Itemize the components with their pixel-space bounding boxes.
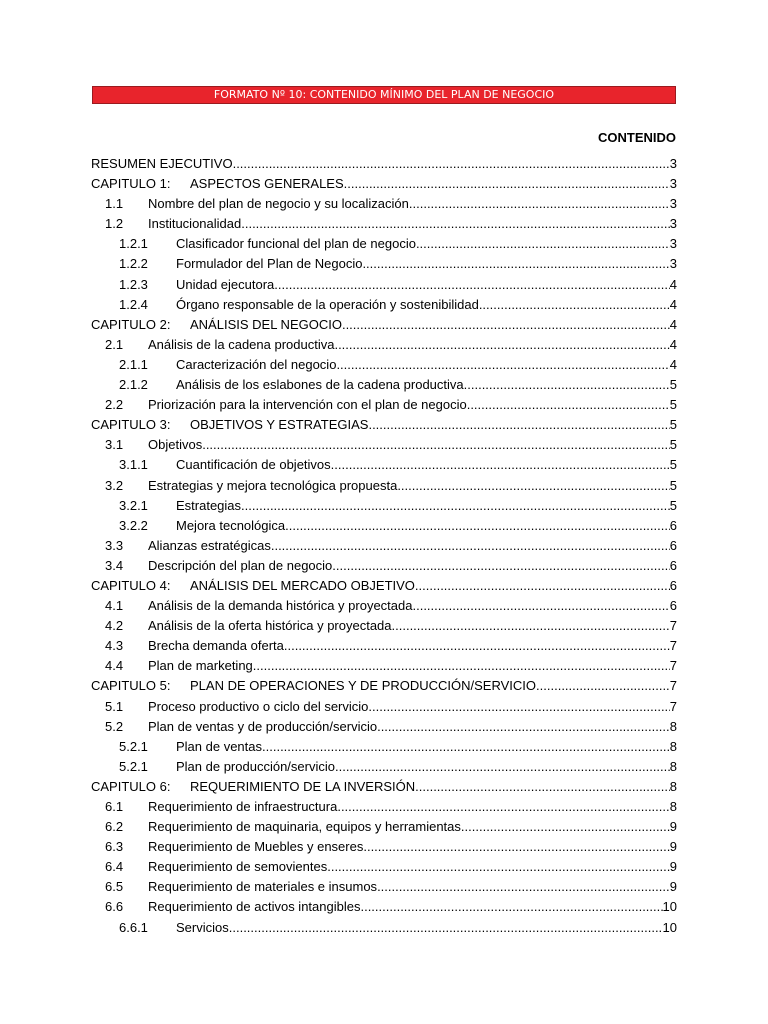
toc-entry-page: 4 xyxy=(669,316,677,332)
toc-entry-number: 6.1 xyxy=(105,799,124,814)
toc-entry[interactable] xyxy=(91,455,677,475)
toc-entry-title: Análisis de la oferta histórica y proyectada xyxy=(148,618,392,634)
toc-entry[interactable] xyxy=(91,616,677,636)
toc-entry-title: RESUMEN EJECUTIVO xyxy=(91,156,233,171)
toc-entry-title: Nombre del plan de negocio y su localización xyxy=(148,196,409,212)
toc-entry-title: Brecha demanda oferta xyxy=(148,638,284,654)
toc-entry-page: 6 xyxy=(669,577,677,593)
toc-entry-title: ANÁLISIS DEL NEGOCIO xyxy=(190,316,342,332)
toc-entry-page: 5 xyxy=(669,417,677,433)
toc-dot-leader xyxy=(479,295,670,315)
toc-entry-title: Estrategias xyxy=(176,497,242,513)
toc-entry-title: Mejora tecnológica xyxy=(176,517,286,533)
toc-entry-number: 2.2 xyxy=(105,397,124,413)
toc-entry-title: OBJETIVOS Y ESTRATEGIAS xyxy=(190,417,369,433)
toc-entry[interactable] xyxy=(91,395,677,415)
toc-dot-leader xyxy=(253,656,670,676)
toc-entry-page: 4 xyxy=(669,296,677,312)
toc-dot-leader xyxy=(416,234,670,254)
toc-entry-number: 3.2.2 xyxy=(119,517,148,533)
toc-entry-title: Requerimiento de semovientes xyxy=(148,859,328,875)
toc-entry-title: Plan de ventas xyxy=(176,738,263,754)
toc-dot-leader xyxy=(363,837,669,857)
toc-entry[interactable] xyxy=(91,757,677,777)
toc-entry-page: 10 xyxy=(662,899,677,915)
toc-entry[interactable] xyxy=(91,817,677,837)
toc-entry-number: CAPITULO 2: xyxy=(91,316,171,332)
toc-entry[interactable] xyxy=(91,918,677,938)
toc-entry-number: CAPITULO 5: xyxy=(91,678,171,694)
toc-entry-page: 7 xyxy=(669,698,677,714)
toc-entry-title: Caracterización del negocio xyxy=(176,356,337,372)
toc-entry-page: 6 xyxy=(669,537,677,553)
toc-entry[interactable] xyxy=(91,496,677,516)
table-of-contents xyxy=(91,154,677,938)
toc-entry-title: Análisis de la demanda histórica y proyectada xyxy=(148,598,413,614)
toc-entry-title: ASPECTOS GENERALES xyxy=(190,176,344,192)
toc-entry-title: Institucionalidad xyxy=(148,216,242,232)
toc-entry-page: 9 xyxy=(669,819,677,835)
toc-entry-number: 3.1 xyxy=(105,437,124,453)
toc-entry-page: 4 xyxy=(669,356,677,372)
toc-entry[interactable] xyxy=(91,476,677,496)
toc-entry-number: 3.4 xyxy=(105,557,124,573)
toc-entry[interactable] xyxy=(91,335,677,355)
toc-entry-page: 7 xyxy=(669,658,677,674)
toc-entry-number: 1.2.2 xyxy=(119,256,148,272)
toc-dot-leader xyxy=(335,757,670,777)
toc-dot-leader xyxy=(409,194,670,214)
toc-entry-number: 5.2 xyxy=(105,718,124,734)
toc-dot-leader xyxy=(285,516,670,536)
toc-entry[interactable] xyxy=(91,897,677,917)
toc-entry-title: Clasificador funcional del plan de negocio xyxy=(176,236,416,252)
toc-entry-number: 5.1 xyxy=(105,698,124,714)
toc-dot-leader xyxy=(233,154,670,174)
toc-entry[interactable] xyxy=(91,355,677,375)
toc-entry[interactable] xyxy=(91,536,677,556)
toc-entry[interactable] xyxy=(91,857,677,877)
toc-entry-title: Requerimiento de Muebles y enseres xyxy=(148,839,364,855)
toc-entry-title: Requerimiento de maquinaria, equipos y herramientas xyxy=(148,819,461,835)
toc-entry-page: 8 xyxy=(669,718,677,734)
toc-dot-leader xyxy=(337,797,669,817)
toc-entry[interactable] xyxy=(91,837,677,857)
toc-entry-number: 3.2 xyxy=(105,477,124,493)
toc-entry-page: 7 xyxy=(669,638,677,654)
toc-entry-page: 6 xyxy=(669,557,677,573)
toc-entry-page: 3 xyxy=(669,156,677,171)
toc-entry-number: 3.2.1 xyxy=(119,497,148,513)
toc-entry-title: Alianzas estratégicas xyxy=(148,537,271,553)
toc-entry-number: 4.3 xyxy=(105,638,124,654)
toc-entry[interactable] xyxy=(91,596,677,616)
toc-entry-page: 6 xyxy=(669,517,677,533)
toc-dot-leader xyxy=(334,335,669,355)
toc-entry-title: Análisis de los eslabones de la cadena productiva xyxy=(176,377,464,393)
toc-dot-leader xyxy=(342,315,670,335)
toc-dot-leader xyxy=(229,918,663,938)
toc-dot-leader xyxy=(368,415,669,435)
toc-entry-title: Requerimiento de activos intangibles xyxy=(148,899,361,915)
toc-entry[interactable] xyxy=(91,737,677,757)
toc-dot-leader xyxy=(344,174,670,194)
toc-entry-page: 5 xyxy=(669,437,677,453)
toc-entry-page: 8 xyxy=(669,778,677,794)
toc-entry-page: 8 xyxy=(669,758,677,774)
toc-entry[interactable] xyxy=(91,797,677,817)
toc-dot-leader xyxy=(360,897,662,917)
toc-entry[interactable] xyxy=(91,656,677,676)
toc-entry-number: 5.2.1 xyxy=(119,758,148,774)
toc-dot-leader xyxy=(262,737,670,757)
toc-entry-number: 6.6.1 xyxy=(119,919,148,935)
toc-entry-number: 6.3 xyxy=(105,839,124,855)
toc-dot-leader xyxy=(202,435,670,455)
toc-dot-leader xyxy=(362,254,669,274)
toc-entry-title: Descripción del plan de negocio xyxy=(148,557,333,573)
toc-entry-number: 2.1 xyxy=(105,336,124,352)
toc-entry-title: Priorización para la intervención con el plan de negocio xyxy=(148,397,467,413)
toc-dot-leader xyxy=(274,275,669,295)
toc-entry-page: 9 xyxy=(669,879,677,895)
toc-dot-leader xyxy=(464,375,670,395)
toc-entry-page: 9 xyxy=(669,839,677,855)
format-title-banner: FORMATO Nº 10: CONTENIDO MÍNIMO DEL PLAN DE NEGOCIO xyxy=(92,86,676,104)
toc-dot-leader xyxy=(377,877,670,897)
toc-entry[interactable] xyxy=(91,295,677,315)
toc-dot-leader xyxy=(412,596,669,616)
toc-entry-number: 4.1 xyxy=(105,598,124,614)
toc-entry-page: 9 xyxy=(669,859,677,875)
toc-entry-title: Plan de ventas y de producción/servicio xyxy=(148,718,378,734)
toc-entry-page: 10 xyxy=(662,919,677,935)
toc-entry[interactable] xyxy=(91,234,677,254)
toc-entry[interactable] xyxy=(91,275,677,295)
toc-entry-title: Plan de producción/servicio xyxy=(176,758,335,774)
toc-entry-page: 7 xyxy=(669,678,677,694)
toc-entry-page: 3 xyxy=(669,176,677,192)
toc-entry-page: 5 xyxy=(669,397,677,413)
toc-entry-page: 3 xyxy=(669,196,677,212)
toc-entry-title: Plan de marketing xyxy=(148,658,253,674)
toc-entry-title: Requerimiento de infraestructura xyxy=(148,799,338,814)
toc-entry[interactable] xyxy=(91,717,677,737)
toc-entry-number: CAPITULO 1: xyxy=(91,176,171,192)
toc-dot-leader xyxy=(461,817,670,837)
toc-entry-number: 6.6 xyxy=(105,899,124,915)
toc-entry-number: CAPITULO 3: xyxy=(91,417,171,433)
toc-entry[interactable] xyxy=(91,636,677,656)
toc-dot-leader xyxy=(241,214,670,234)
toc-entry-number: 1.2.4 xyxy=(119,296,148,312)
toc-entry[interactable] xyxy=(91,254,677,274)
toc-entry[interactable] xyxy=(91,516,677,536)
toc-entry-title: Estrategias y mejora tecnológica propuesta xyxy=(148,477,398,493)
toc-entry-page: 6 xyxy=(669,598,677,614)
toc-entry-page: 5 xyxy=(669,377,677,393)
toc-entry-page: 5 xyxy=(669,477,677,493)
toc-entry[interactable] xyxy=(91,676,677,696)
toc-entry-title: Servicios xyxy=(176,919,229,935)
toc-entry-page: 4 xyxy=(669,336,677,352)
toc-dot-leader xyxy=(336,355,669,375)
toc-entry[interactable] xyxy=(91,435,677,455)
toc-entry-number: 1.2.3 xyxy=(119,276,148,292)
toc-entry-number: 3.3 xyxy=(105,537,124,553)
toc-dot-leader xyxy=(331,455,670,475)
toc-dot-leader xyxy=(377,717,670,737)
toc-dot-leader xyxy=(327,857,670,877)
toc-entry[interactable] xyxy=(91,194,677,214)
toc-entry-title: Proceso productivo o ciclo del servicio xyxy=(148,698,369,714)
toc-entry-title: REQUERIMIENTO DE LA INVERSIÓN xyxy=(190,778,416,794)
toc-entry-number: 6.5 xyxy=(105,879,124,895)
toc-entry-number: 4.4 xyxy=(105,658,124,674)
toc-dot-leader xyxy=(368,697,669,717)
toc-entry-number: CAPITULO 4: xyxy=(91,577,171,593)
toc-entry-page: 5 xyxy=(669,457,677,473)
toc-entry-page: 3 xyxy=(669,216,677,232)
toc-entry-title: ANÁLISIS DEL MERCADO OBJETIVO xyxy=(190,577,415,593)
toc-dot-leader xyxy=(415,576,670,596)
toc-entry[interactable] xyxy=(91,697,677,717)
toc-entry-title: Cuantificación de objetivos xyxy=(176,457,331,473)
toc-entry-page: 5 xyxy=(669,497,677,513)
toc-entry-number: 6.4 xyxy=(105,859,124,875)
toc-entry-page: 3 xyxy=(669,236,677,252)
toc-entry[interactable] xyxy=(91,154,677,174)
toc-entry-title: Análisis de la cadena productiva xyxy=(148,336,335,352)
toc-entry-number: 2.1.2 xyxy=(119,377,148,393)
toc-entry-title: Órgano responsable de la operación y sostenibilidad xyxy=(176,296,479,312)
toc-dot-leader xyxy=(241,496,670,516)
toc-entry-number: CAPITULO 6: xyxy=(91,778,171,794)
toc-entry[interactable] xyxy=(91,576,677,596)
toc-entry[interactable] xyxy=(91,214,677,234)
toc-entry[interactable] xyxy=(91,556,677,576)
toc-dot-leader xyxy=(536,676,670,696)
toc-entry-title: PLAN DE OPERACIONES Y DE PRODUCCIÓN/SERVICIO xyxy=(190,678,537,694)
toc-entry[interactable] xyxy=(91,777,677,797)
toc-entry[interactable] xyxy=(91,174,677,194)
toc-entry-page: 7 xyxy=(669,618,677,634)
toc-entry-number: 1.2.1 xyxy=(119,236,148,252)
contents-heading: CONTENIDO xyxy=(598,130,676,145)
toc-entry-number: 1.2 xyxy=(105,216,124,232)
toc-entry-page: 8 xyxy=(669,738,677,754)
toc-entry-number: 3.1.1 xyxy=(119,457,148,473)
toc-entry-number: 1.1 xyxy=(105,196,124,212)
toc-entry[interactable] xyxy=(91,877,677,897)
toc-entry-page: 4 xyxy=(669,276,677,292)
toc-entry[interactable] xyxy=(91,315,677,335)
toc-dot-leader xyxy=(415,777,670,797)
toc-entry[interactable] xyxy=(91,375,677,395)
toc-entry-title: Unidad ejecutora xyxy=(176,276,275,292)
toc-dot-leader xyxy=(397,476,669,496)
toc-dot-leader xyxy=(392,616,670,636)
toc-dot-leader xyxy=(332,556,669,576)
toc-dot-leader xyxy=(284,636,670,656)
toc-entry-page: 3 xyxy=(669,256,677,272)
toc-dot-leader xyxy=(467,395,670,415)
toc-entry-title: Requerimiento de materiales e insumos xyxy=(148,879,378,895)
toc-entry-title: Formulador del Plan de Negocio xyxy=(176,256,363,272)
toc-dot-leader xyxy=(271,536,670,556)
toc-entry-title: Objetivos xyxy=(148,437,203,453)
toc-entry[interactable] xyxy=(91,415,677,435)
toc-entry-page: 8 xyxy=(669,799,677,814)
toc-entry-number: 2.1.1 xyxy=(119,356,148,372)
toc-entry-number: 5.2.1 xyxy=(119,738,148,754)
toc-entry-number: 6.2 xyxy=(105,819,124,835)
toc-entry-number: 4.2 xyxy=(105,618,124,634)
